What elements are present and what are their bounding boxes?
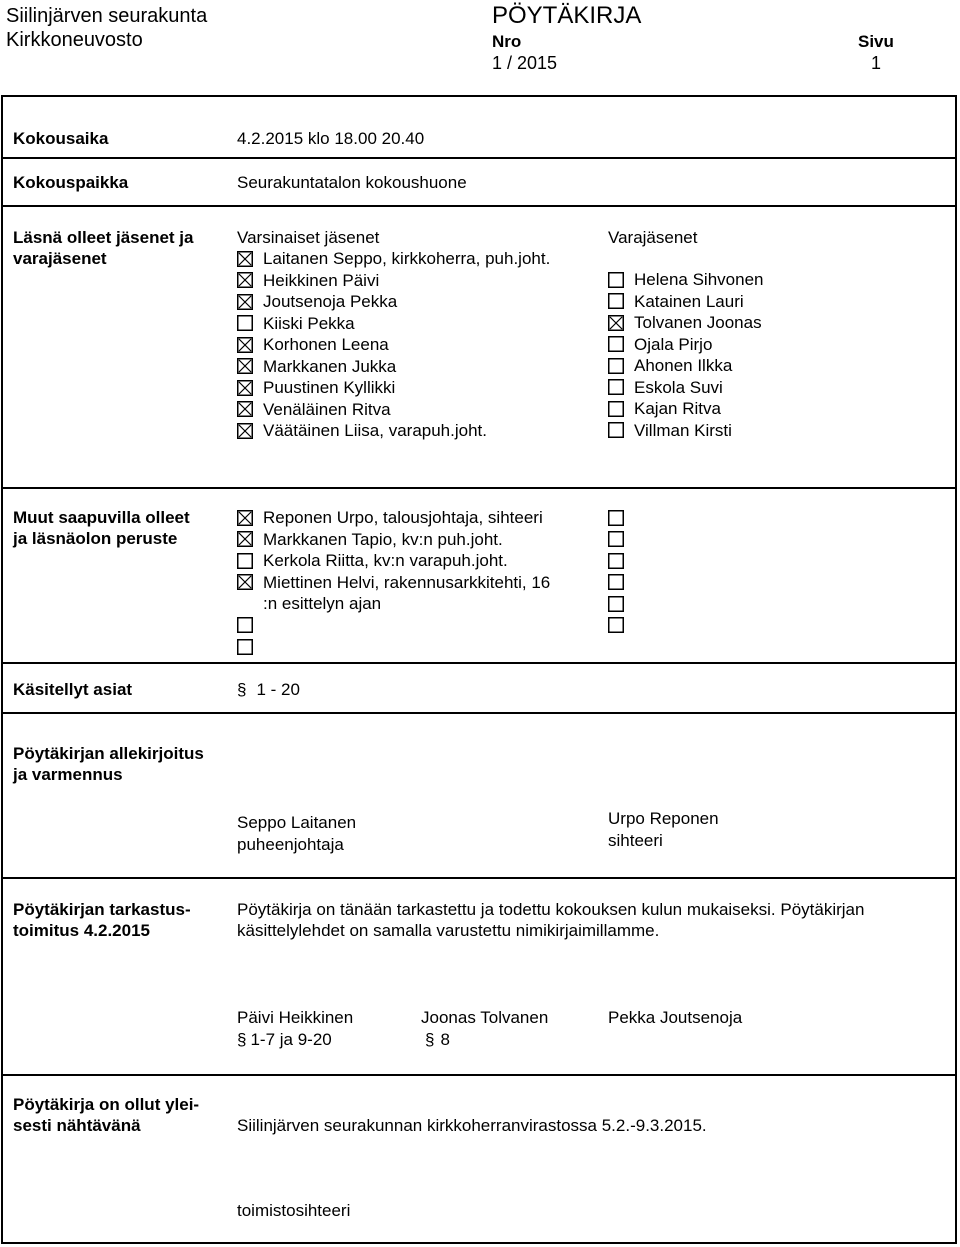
empty-box-icon[interactable] <box>608 596 624 612</box>
deputy-member-item <box>608 355 732 377</box>
row-divider <box>1 1074 957 1076</box>
empty-box-icon[interactable] <box>608 617 624 633</box>
others-present-item <box>237 572 550 594</box>
checked-box-icon[interactable] <box>237 272 253 288</box>
section-sign-icon: § <box>237 680 247 699</box>
list-item-label: Kiiski Pekka <box>263 313 355 333</box>
empty-box-icon[interactable] <box>608 401 624 417</box>
others-item-continuation: :n esittelyn ajan <box>263 594 382 613</box>
deputy-member-item <box>608 312 762 334</box>
deputy-member-item <box>608 269 763 291</box>
handled-matters-value: § 1 - 20 <box>237 680 300 699</box>
checked-box-icon[interactable] <box>237 574 253 590</box>
review-label-cont: toimitus 4.2.2015 <box>13 921 151 940</box>
number-value: 1 / 2015 <box>492 53 558 73</box>
reviewer-1-sections: § 1-7 ja 9-20 <box>237 1030 332 1049</box>
row-divider <box>1 712 957 714</box>
deputy-member-item <box>608 291 744 313</box>
empty-box-icon[interactable] <box>608 293 624 309</box>
regular-member-item <box>237 270 379 292</box>
signature-label-cont: ja varmennus <box>13 765 123 784</box>
section-sign-icon: § <box>237 1030 247 1049</box>
number-label: Nro <box>492 32 522 51</box>
regular-member-item <box>237 420 487 442</box>
handled-matters-label: Käsitellyt asiat <box>13 680 133 699</box>
empty-box-icon[interactable] <box>608 336 624 352</box>
organization-name: Siilinjärven seurakunta <box>6 5 208 27</box>
others-present-item <box>237 529 503 551</box>
checked-box-icon[interactable] <box>237 380 253 396</box>
signature-label: Pöytäkirjan allekirjoitus <box>13 744 204 763</box>
checked-box-icon[interactable] <box>237 401 253 417</box>
empty-box-icon[interactable] <box>608 553 624 569</box>
list-item-label: Puustinen Kyllikki <box>263 378 396 397</box>
section-sign-icon: § <box>425 1030 435 1049</box>
regular-member-item <box>237 291 397 313</box>
meeting-time-value: 4.2.2015 klo 18.00 20.40 <box>237 129 425 148</box>
reviewer-1-name: Päivi Heikkinen <box>237 1008 354 1027</box>
list-item-label: Villman Kirsti <box>634 420 732 440</box>
checked-box-icon[interactable] <box>237 294 253 310</box>
empty-box-icon[interactable] <box>237 553 253 569</box>
checked-box-icon[interactable] <box>237 337 253 353</box>
list-item-label: Väätäinen Liisa, varapuh.joht. <box>263 421 487 440</box>
attendance-label-cont: varajäsenet <box>13 249 107 268</box>
regular-member-item <box>237 248 550 270</box>
deputy-member-item <box>608 398 721 420</box>
meeting-time-label: Kokousaika <box>13 129 109 148</box>
regular-member-item <box>237 356 396 378</box>
others-present-label-cont: ja läsnäolon peruste <box>13 529 178 548</box>
checked-box-icon[interactable] <box>237 251 253 267</box>
empty-entry <box>608 593 624 615</box>
empty-box-icon[interactable] <box>608 574 624 590</box>
chair-name: Seppo Laitanen <box>237 813 357 832</box>
checked-box-icon[interactable] <box>237 510 253 526</box>
empty-box-icon[interactable] <box>237 315 253 331</box>
regular-member-item <box>237 313 355 335</box>
regular-member-item <box>237 377 395 399</box>
checked-box-icon[interactable] <box>237 358 253 374</box>
empty-entry <box>608 529 624 551</box>
regular-member-item <box>237 334 389 356</box>
list-item-label: Ojala Pirjo <box>634 334 713 354</box>
secretary-name: Urpo Reponen <box>608 809 719 828</box>
list-item-label: Ahonen Ilkka <box>634 356 733 375</box>
list-item-label: Kerkola Riitta, kv:n varapuh.joht. <box>263 551 508 570</box>
meeting-place-label: Kokouspaikka <box>13 173 129 192</box>
page-number: 1 <box>871 53 882 73</box>
regular-member-item <box>237 399 391 421</box>
deputy-member-item <box>608 420 732 442</box>
reviewer-2-sections: § 8 <box>425 1030 450 1049</box>
list-item-label: Markkanen Tapio, kv:n puh.joht. <box>263 529 503 549</box>
empty-entry <box>608 572 624 594</box>
body-name: Kirkkoneuvosto <box>6 29 143 51</box>
empty-box-icon[interactable] <box>237 617 253 633</box>
checked-box-icon[interactable] <box>237 423 253 439</box>
list-item-label: Eskola Suvi <box>634 377 723 397</box>
empty-box-icon[interactable] <box>608 358 624 374</box>
row-divider <box>1 487 957 489</box>
empty-entry <box>608 507 624 529</box>
review-label: Pöytäkirjan tarkastus- <box>13 900 191 919</box>
empty-entry <box>237 614 253 636</box>
regular-members-heading: Varsinaiset jäsenet <box>237 228 380 247</box>
row-divider <box>1 662 957 664</box>
others-present-item <box>237 507 543 529</box>
reviewer-3-name: Pekka Joutsenoja <box>608 1008 743 1027</box>
list-item-label: Miettinen Helvi, rakennusarkkitehti, 16 <box>263 572 551 592</box>
empty-box-icon[interactable] <box>237 639 253 655</box>
reviewer-2-name: Joonas Tolvanen <box>421 1008 549 1027</box>
list-item-label: Katainen Lauri <box>634 291 744 311</box>
list-item-label: Markkanen Jukka <box>263 356 397 376</box>
empty-box-icon[interactable] <box>608 379 624 395</box>
document-title: PÖYTÄKIRJA <box>492 2 642 29</box>
list-item-label: Helena Sihvonen <box>634 270 764 289</box>
list-item-label: Laitanen Seppo, kirkkoherra, puh.joht. <box>263 249 551 268</box>
list-item-label: Venäläinen Ritva <box>263 399 391 419</box>
others-present-label: Muut saapuvilla olleet <box>13 508 190 527</box>
review-text: Pöytäkirja on tänään tarkastettu ja todettu kokouksen kulun mukaiseksi. Pöytäkirjan <box>237 900 865 919</box>
deputy-member-item <box>608 377 723 399</box>
checked-box-icon[interactable] <box>237 531 253 547</box>
list-item-label: Kajan Ritva <box>634 399 721 418</box>
office-secretary-role: toimistosihteeri <box>237 1201 351 1220</box>
secretary-role: sihteeri <box>608 831 663 850</box>
empty-box-icon[interactable] <box>608 510 624 526</box>
review-text-cont: käsittelylehdet on samalla varustettu nimikirjaimillamme. <box>237 921 660 940</box>
row-divider <box>1 205 957 207</box>
page-label: Sivu <box>858 32 894 51</box>
attendance-label: Läsnä olleet jäsenet ja <box>13 228 194 247</box>
deputy-member-item <box>608 334 712 356</box>
empty-entry <box>237 636 253 658</box>
empty-entry <box>608 550 624 572</box>
row-divider <box>1 157 957 159</box>
deputy-members-heading: Varajäsenet <box>608 228 698 247</box>
public-display-label-cont: sesti nähtävänä <box>13 1116 141 1135</box>
empty-entry <box>608 615 624 637</box>
public-display-label: Pöytäkirja on ollut ylei- <box>13 1095 200 1114</box>
empty-box-icon[interactable] <box>608 531 624 547</box>
others-present-item <box>237 550 508 572</box>
list-item-label: Tolvanen Joonas <box>634 313 762 332</box>
list-item-label: Joutsenoja Pekka <box>263 292 398 311</box>
list-item-label: Reponen Urpo, talousjohtaja, sihteeri <box>263 508 543 527</box>
empty-box-icon[interactable] <box>608 422 624 438</box>
empty-box-icon[interactable] <box>608 272 624 288</box>
checked-box-icon[interactable] <box>608 315 624 331</box>
row-divider <box>1 877 957 879</box>
list-item-label: Korhonen Leena <box>263 335 389 354</box>
meeting-place-value: Seurakuntatalon kokoushuone <box>237 173 467 192</box>
chair-role: puheenjohtaja <box>237 835 344 854</box>
list-item-label: Heikkinen Päivi <box>263 270 380 290</box>
public-display-text: Siilinjärven seurakunnan kirkkoherranvirastossa 5.2.-9.3.2015. <box>237 1116 707 1135</box>
